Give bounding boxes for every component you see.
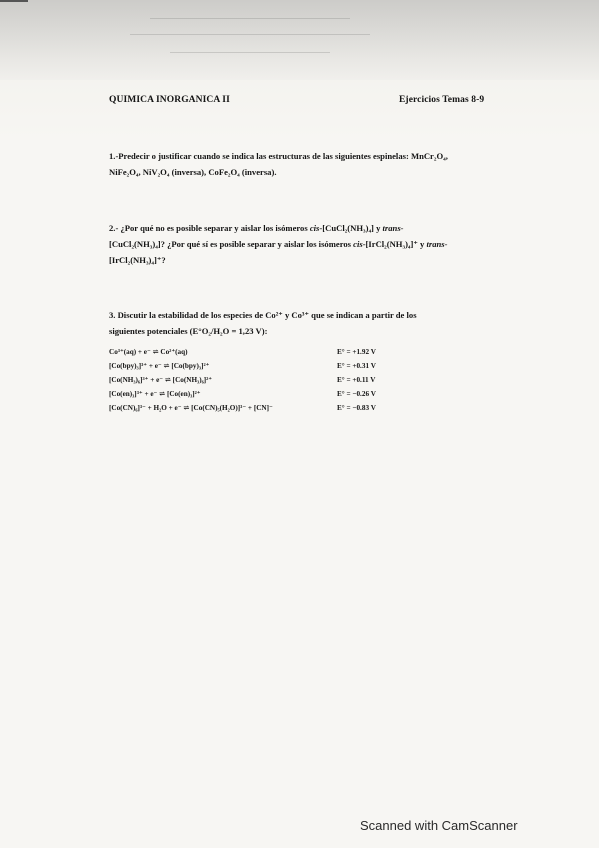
scanner-watermark: Scanned with CamScanner (360, 818, 518, 833)
question-2 (109, 220, 499, 268)
potential-row (109, 401, 509, 415)
question-3-line: siguientes potenciales (E°O₂/H₂O = 1,23 V): (109, 326, 268, 336)
question-2-line: [IrCl₂(NH₃)₄]⁺? (109, 255, 166, 265)
potentials-table (109, 345, 509, 415)
show-through-shadow (0, 0, 599, 80)
question-1-line: 1.-Predecir o justificar cuando se indica las estructuras de las siguientes espinelas: MnCr₂O₄, (109, 151, 448, 161)
potential-row (109, 387, 509, 401)
question-2-line: [CuCl₂(NH₃)₄]? ¿Por qué sí es posible separar y aislar los isómeros cis-[IrCl₂(NH₃)₄]⁺ y trans- (109, 239, 448, 249)
show-through-line (130, 34, 370, 35)
standard-potential: E° = +0.11 V (337, 376, 376, 384)
potential-row (109, 359, 509, 373)
question-1 (109, 148, 499, 180)
question-2-line: 2.- ¿Por qué no es posible separar y aislar los isómeros cis-[CuCl₂(NH₃)₄] y trans- (109, 223, 404, 233)
question-1-line: NiFe₂O₄, NiV₂O₄ (inversa), CoFe₂O₄ (inversa). (109, 167, 277, 177)
standard-potential: E° = +0.31 V (337, 362, 376, 370)
half-reaction: [Co(en)₃]³⁺ + e⁻ ⇌ [Co(en)₃]²⁺ (109, 390, 201, 398)
half-reaction: Co³⁺(aq) + e⁻ ⇌ Co²⁺(aq) (109, 348, 188, 356)
standard-potential: E° = −0.83 V (337, 404, 376, 412)
half-reaction: [Co(CN)₆]³⁻ + H₂O + e⁻ ⇌ [Co(CN)₅(H₂O)]³⁻ + [CN]⁻ (109, 404, 273, 412)
corner-mark (0, 0, 28, 2)
standard-potential: E° = −0.26 V (337, 390, 376, 398)
question-3 (109, 307, 499, 339)
exercise-topic: Ejercicios Temas 8-9 (399, 95, 485, 105)
show-through-line (150, 18, 350, 19)
potential-row (109, 345, 509, 359)
question-3-line: 3. Discutir la estabilidad de los especies de Co²⁺ y Co³⁺ que se indican a partir de los (109, 310, 417, 320)
half-reaction: [Co(bpy)₃]³⁺ + e⁻ ⇌ [Co(bpy)₃]²⁺ (109, 362, 210, 370)
course-title: QUIMICA INORGANICA II (109, 95, 230, 105)
potential-row (109, 373, 509, 387)
standard-potential: E° = +1.92 V (337, 348, 376, 356)
show-through-line (170, 52, 330, 53)
half-reaction: [Co(NH₃)₆]³⁺ + e⁻ ⇌ [Co(NH₃)₆]²⁺ (109, 376, 213, 384)
